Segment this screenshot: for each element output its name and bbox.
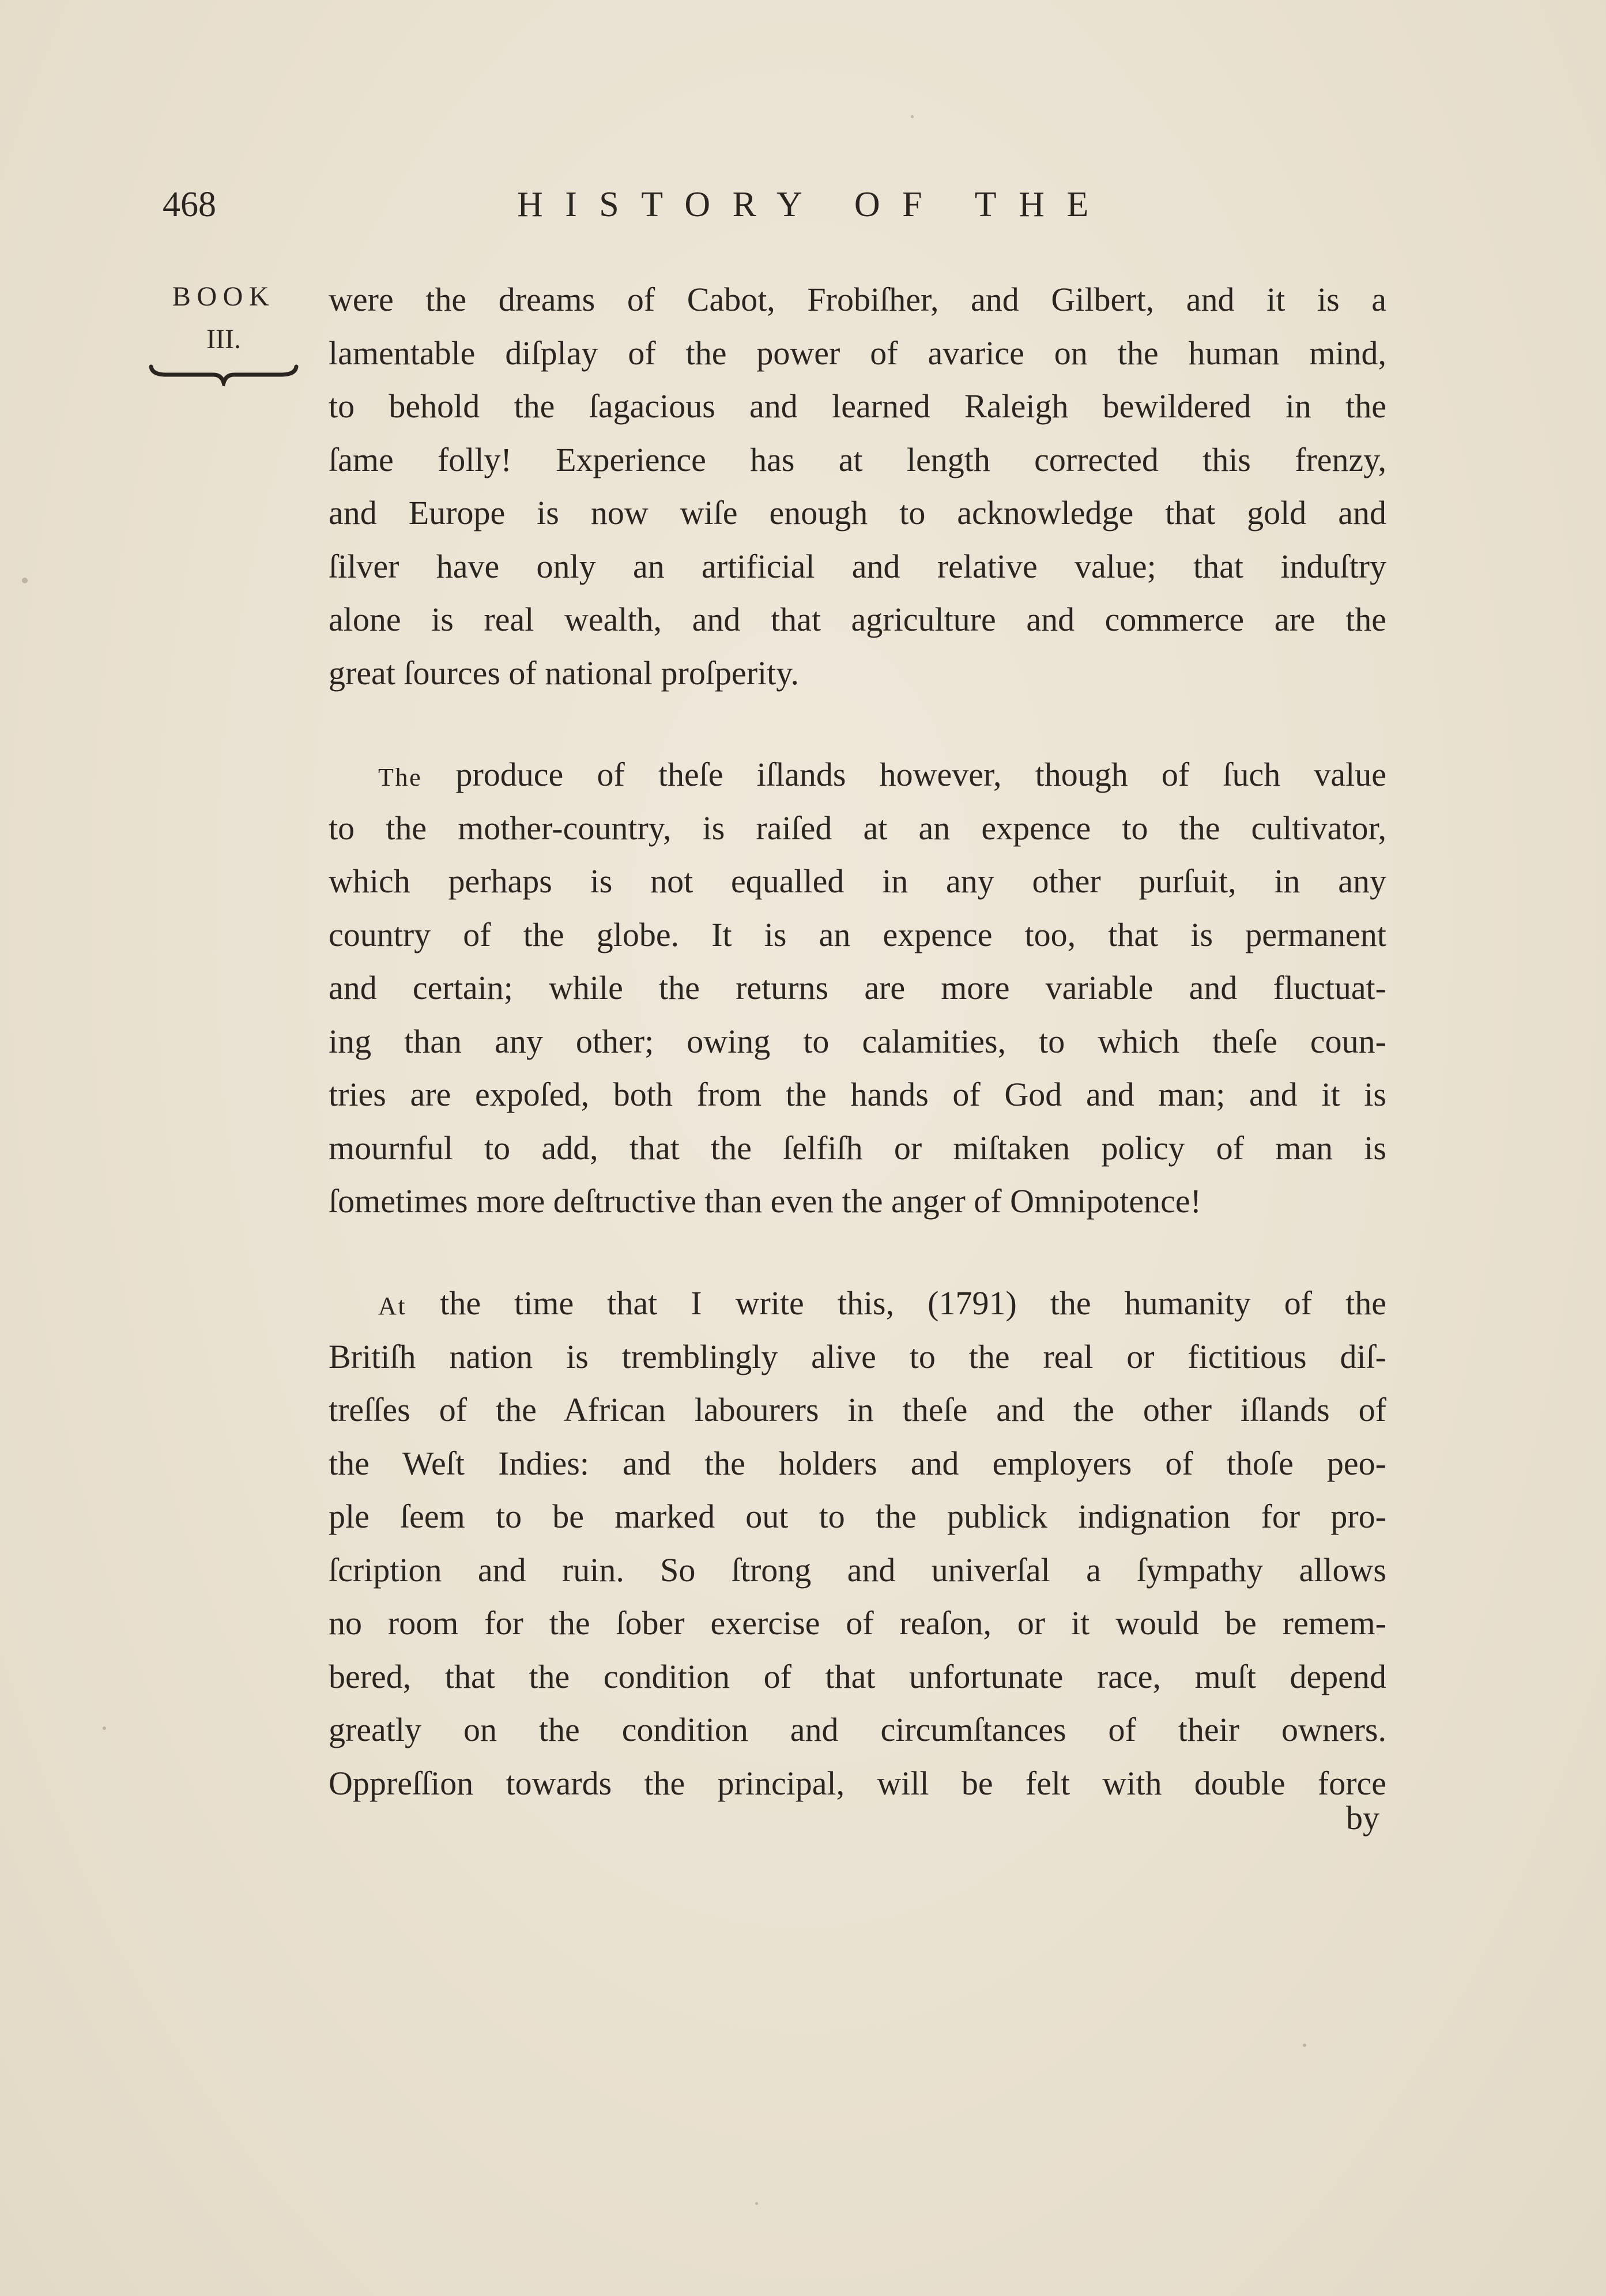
page-header bbox=[0, 184, 1606, 236]
text-line: and certain; while the returns are more variable and fluctuat- bbox=[329, 969, 1386, 1006]
text-line: were the dreams of Cabot, Frobiſher, and Gilbert, and it is a bbox=[329, 281, 1386, 318]
text-line: ing than any other; owing to calamities, to which theſe coun- bbox=[329, 1022, 1386, 1060]
text-line: ſilver have only an artificial and relative value; that induſtry bbox=[329, 547, 1386, 585]
text-line: Oppreſſion towards the principal, will be felt with double force bbox=[329, 1764, 1386, 1802]
paragraph-lead-word: At bbox=[378, 1292, 407, 1320]
text-line: to the mother-country, is raiſed at an expence to the cultivator, bbox=[329, 809, 1386, 847]
paper-speck bbox=[911, 115, 914, 118]
text-line: Britiſh nation is tremblingly alive to the real or fictitious diſ- bbox=[329, 1337, 1386, 1375]
running-head: HISTORY OF THE bbox=[517, 185, 1111, 224]
text-line-rest: produce of theſe iſlands however, though of ſuch value bbox=[422, 756, 1386, 793]
text-line: great ſources of national proſperity. bbox=[329, 654, 799, 692]
text-line: ſame folly! Experience has at length corrected this frenzy, bbox=[329, 440, 1386, 478]
text-line: ple ſeem to be marked out to the publick indignation for pro- bbox=[329, 1498, 1386, 1535]
text-line: country of the globe. It is an expence too, that is permanent bbox=[329, 915, 1386, 953]
text-line: no room for the ſober exercise of reaſon, or it would be remem- bbox=[329, 1604, 1386, 1642]
curly-brace-icon bbox=[149, 363, 299, 386]
text-line: ſometimes more deſtructive than even the anger of Omnipotence! bbox=[329, 1182, 1201, 1220]
text-line: alone is real wealth, and that agriculture and commerce are the bbox=[329, 601, 1386, 638]
book-side-note bbox=[149, 276, 299, 386]
text-line: to behold the ſagacious and learned Raleigh bewildered in the bbox=[329, 387, 1386, 425]
paper-speck bbox=[1303, 2044, 1306, 2047]
paragraph-1 bbox=[329, 273, 1386, 700]
text-line bbox=[329, 1277, 1386, 1330]
text-line: mournful to add, that the ſelfiſh or miſtaken policy of man is bbox=[329, 1129, 1386, 1167]
paragraph-lead-word: The bbox=[378, 763, 423, 791]
paper-speck bbox=[103, 1726, 106, 1730]
paragraph-2 bbox=[329, 748, 1386, 1228]
text-line: tries are expoſed, both from the hands of God and man; and it is bbox=[329, 1076, 1386, 1113]
text-line: and Europe is now wiſe enough to acknowledge that gold and bbox=[329, 494, 1386, 531]
paper-speck bbox=[755, 2202, 758, 2205]
text-line: bered, that the condition of that unfortunate race, muſt depend bbox=[329, 1657, 1386, 1695]
text-line: ſcription and ruin. So ſtrong and univerſal a ſympathy allows bbox=[329, 1551, 1386, 1589]
text-line: which perhaps is not equalled in any other purſuit, in any bbox=[329, 862, 1386, 900]
text-line: greatly on the condition and circumſtances of their owners. bbox=[329, 1711, 1386, 1748]
side-note-book: BOOK bbox=[172, 281, 276, 312]
text-line: the Weſt Indies: and the holders and employers of thoſe peo- bbox=[329, 1444, 1386, 1482]
side-note-number: III. bbox=[206, 324, 241, 355]
page-number: 468 bbox=[163, 185, 216, 224]
paper-speck bbox=[22, 578, 28, 583]
text-line: lamentable diſplay of the power of avarice on the human mind, bbox=[329, 334, 1386, 372]
paragraph-3 bbox=[329, 1277, 1386, 1810]
text-line bbox=[329, 748, 1386, 802]
text-line-rest: the time that I write this, (1791) the humanity of the bbox=[406, 1284, 1386, 1322]
text-line: treſſes of the African labourers in theſe and the other iſlands of bbox=[329, 1391, 1386, 1428]
catchword: by bbox=[1346, 1799, 1379, 1837]
